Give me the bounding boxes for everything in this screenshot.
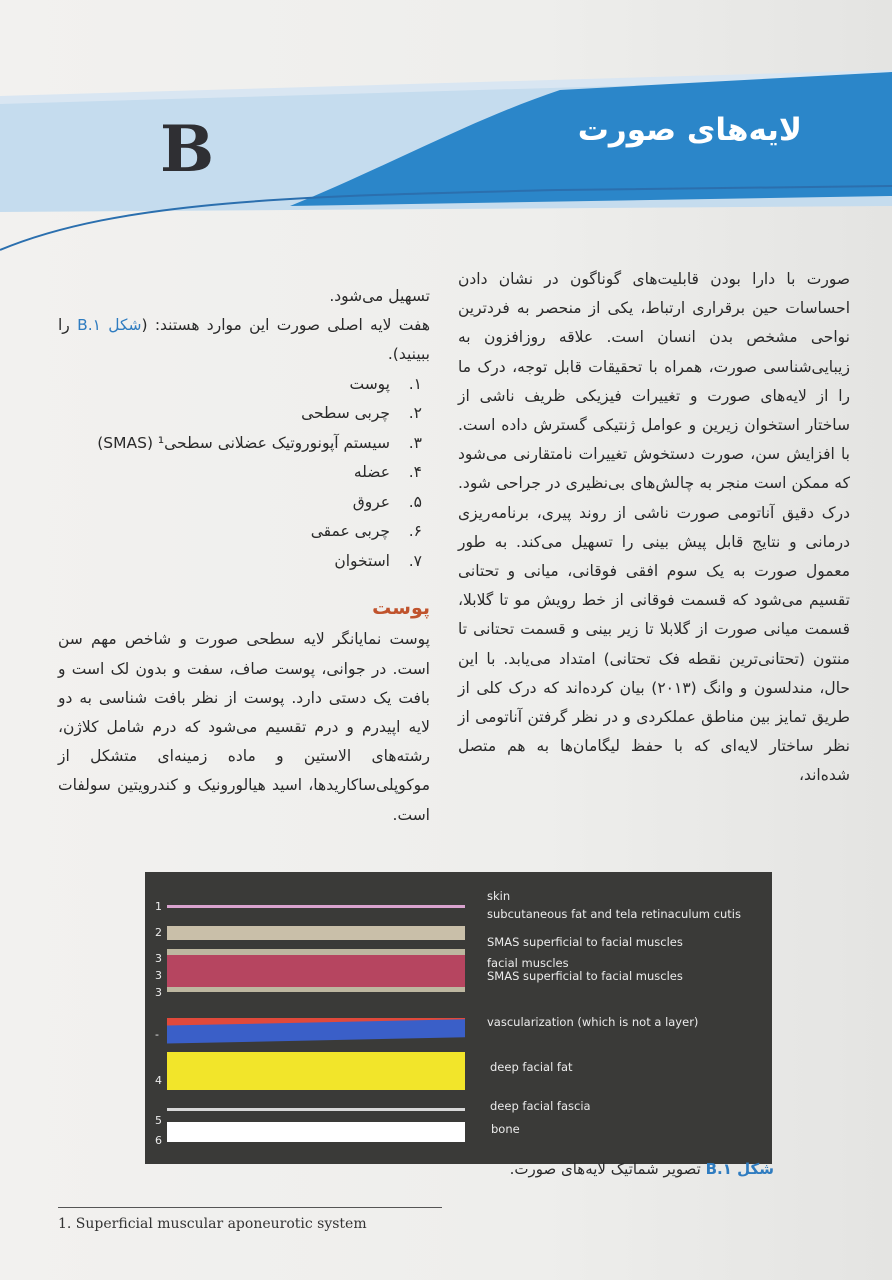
list-item: ۶. چربی عمقی bbox=[310, 522, 422, 541]
label-vascularization: vascularization (which is not a layer) bbox=[487, 1015, 699, 1029]
layer-skin bbox=[167, 905, 465, 908]
chapter-letter: B bbox=[160, 112, 215, 187]
label-facial-muscles: facial muscles bbox=[487, 956, 569, 970]
left-text-column bbox=[58, 282, 430, 830]
caption-tag: شکل B.۱ bbox=[705, 1160, 774, 1178]
label-deep-fascia: deep facial fascia bbox=[490, 1099, 591, 1113]
intro-paragraph: صورت با دارا بودن قابلیت‌های گوناگون در نشان دادن احساسات حین برقراری ارتباط، یکی از منحصر به فردترین نواحی مشخص بدن انسان است. علاقه روزافزون به زیبایی‌شناسی صورت، همراه با تحقیقات قابل توجه، درک ما را از لایه‌های صورت و تغییرات فیزیکی ظریف ناشی از ساختار استخوان زیرین و عوامل ژنتیکی گسترش داده است. با افزایش سن، صورت دستخوش تغییرات نامتقارنی می‌شود که ممکن است منجر به چالش‌های بی‌نظیری در جراحی شود. درک دقیق آناتومی صورت ناشی از روند پیری، برنامه‌ریزی درمانی و نتایج قابل پیش بینی را تسهیل می‌کند. به طور معمول صورت به یک سوم افقی فوقانی، میانی و تحتانی تقسیم می‌شود که قسمت فوقانی از خط رویش مو تا گلابلا، قسمت میانی صورت از گلابلا تا زیر بینی و قسمت تحتانی تا منتون (تحتانی‌ترین نقطه فک تحتانی) امتداد می‌یابد. با این حال، مندلسون و وانگ (۲۰۱۳) بیان کرده‌اند که درک کلی از طریق تمایز بین مناطق عملکردی و در نظر گرفتن آناتومی از نظر ساختار لایه‌ای که با حفظ لیگامان‌ها به هم متصل شده‌اند، bbox=[458, 270, 850, 785]
section-heading-skin: پوست bbox=[372, 597, 430, 620]
layer-smas-bottom bbox=[167, 987, 465, 992]
layers-list bbox=[58, 370, 430, 577]
continuation-text: تسهیل می‌شود. bbox=[329, 287, 430, 305]
layer-number: 3 bbox=[155, 986, 162, 999]
right-text-column bbox=[458, 265, 850, 791]
layers-intro-end: را ببینید). bbox=[58, 316, 430, 364]
layer-number: 1 bbox=[155, 900, 162, 913]
label-subcutaneous-fat: subcutaneous fat and tela retinaculum cutis bbox=[487, 907, 741, 921]
layer-muscle bbox=[167, 955, 465, 987]
footnote: 1. Superficial muscular aponeurotic system bbox=[58, 1216, 367, 1232]
label-skin: skin bbox=[487, 889, 511, 903]
layer-deep-fat bbox=[167, 1052, 465, 1090]
layer-number: 3 bbox=[155, 969, 162, 982]
layer-number: 6 bbox=[155, 1134, 162, 1147]
figure-reference-link[interactable]: شکل B.۱ bbox=[77, 316, 142, 335]
label-bone: bone bbox=[491, 1122, 520, 1136]
list-item: ۱. پوست bbox=[349, 374, 422, 393]
layer-smas-top bbox=[167, 949, 465, 955]
list-item: ۷. استخوان bbox=[334, 551, 422, 570]
layer-number: 4 bbox=[155, 1074, 162, 1087]
list-item: ۲. چربی سطحی bbox=[301, 404, 422, 423]
layer-number: 3 bbox=[155, 952, 162, 965]
skin-paragraph: پوست نمایانگر لایه سطحی صورت و شاخص مهم سن است. در جوانی، پوست صاف، سفت و بدون لک است و بافت یک دستی دارد. پوست از نظر بافت شناسی به دو لایه اپیدرم و درم تقسیم می‌شود که درم شامل کلاژن، رشته‌های الاستین و ماده زمینه‌ای متشکل از موکوپلی‌ساکاریدها، اسید هیالورونیک و کندرویتین سولفات است. bbox=[58, 630, 430, 824]
list-item: ۵. عروق bbox=[352, 492, 422, 511]
layer-bone bbox=[167, 1122, 465, 1142]
layer-number: 2 bbox=[155, 926, 162, 939]
layer-number: - bbox=[155, 1028, 159, 1041]
label-deep-fat: deep facial fat bbox=[490, 1060, 573, 1074]
layers-intro-text: هفت لایه اصلی صورت این موارد هستند: ( bbox=[141, 316, 431, 335]
layer-number: 5 bbox=[155, 1114, 162, 1127]
layer-subcut bbox=[167, 926, 465, 940]
layer-deep-fascia bbox=[167, 1108, 465, 1111]
list-item: ۴. عضله bbox=[353, 463, 422, 482]
layers-intro bbox=[58, 311, 430, 369]
facial-layers-figure bbox=[145, 872, 772, 1164]
list-item: ۳. سیستم آپونوروتیک عضلانی سطحی¹ (SMAS) bbox=[97, 433, 422, 452]
figure-caption bbox=[510, 1160, 774, 1178]
footnote-rule bbox=[58, 1207, 442, 1208]
label-smas-top: SMAS superficial to facial muscles bbox=[487, 935, 683, 949]
label-smas-bottom: SMAS superficial to facial muscles bbox=[487, 969, 683, 983]
chapter-title: لایه‌های صورت bbox=[577, 112, 802, 148]
caption-text: تصویر شماتیک لایه‌های صورت. bbox=[509, 1160, 706, 1178]
